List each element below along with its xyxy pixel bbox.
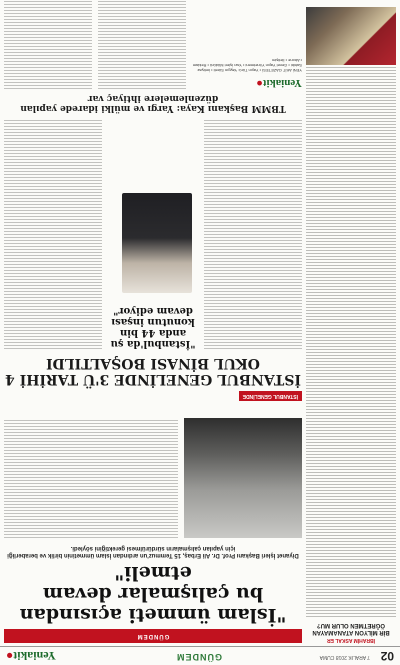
page-footer <box>4 0 302 89</box>
second-story-body <box>4 119 302 349</box>
column-author: İBRAHİM ASKAL ER <box>326 637 376 643</box>
footer-text-2 <box>4 0 92 89</box>
section-banner: GÜNDEM <box>4 629 302 643</box>
column-body-text <box>306 57 396 617</box>
lead-headline: "İslam ümmeti açısından bu çalışmalar devam etmeli" <box>19 562 287 626</box>
issue-date: 7 ARALIK 2018 CUMA <box>319 654 370 660</box>
body-column-1 <box>204 119 302 349</box>
third-headline: TBMM Başkanı Kaya: Yargı ve mülki idarede yapılan düzenlemelere ihtiyaç var <box>20 93 286 113</box>
section-name: GÜNDEM <box>176 652 222 662</box>
lead-body-text <box>4 418 178 538</box>
column-title: BİR MİLYON ATANAMAYAN ÖĞRETMEN OLUR MU? <box>312 622 390 635</box>
meeting-photo <box>184 418 302 538</box>
footer-text-1 <box>98 0 186 89</box>
main-area <box>4 3 302 643</box>
portrait-photo <box>122 193 192 293</box>
lead-story <box>4 418 302 538</box>
left-column <box>306 7 396 643</box>
masthead-logo: Yeniakit● <box>6 649 56 663</box>
imprint-box: YENİ AKİT GAZETESİ • Yayın Türü: Yaygın Süreli • İmtiyaz Sahibi • Genel Yayın Yönetmeni • Yazı İşleri Müdürü • Reklam • Abone • İletişim <box>192 58 302 73</box>
crowd-photo <box>306 7 396 65</box>
body-column-2 <box>4 119 102 349</box>
second-headline: İSTANBUL GENELİNDE 3'Ü TARİHİ 4 OKUL BİNASI BOŞALTILDI <box>5 355 301 387</box>
page-number: 02 <box>380 649 394 663</box>
third-story <box>4 93 302 113</box>
lead-deck: Diyanet İşleri Başkanı Prof. Dr. Ali Erbaş, 15 Temmuz'un ardından İslam ümmetinin birlik ve beraberliği için yapılan çalışmaların sürdürülmesi gerektiğini söyledi. <box>7 545 299 558</box>
second-story <box>4 355 302 410</box>
story-badge: İSTANBUL GENELİNDE <box>239 391 302 401</box>
footer-logo: Yeniakit● <box>256 77 302 89</box>
pull-quote: "İstanbul'da şu anda 44 bin konutun inşası devam ediyor" <box>110 305 196 349</box>
page-header <box>0 646 400 665</box>
